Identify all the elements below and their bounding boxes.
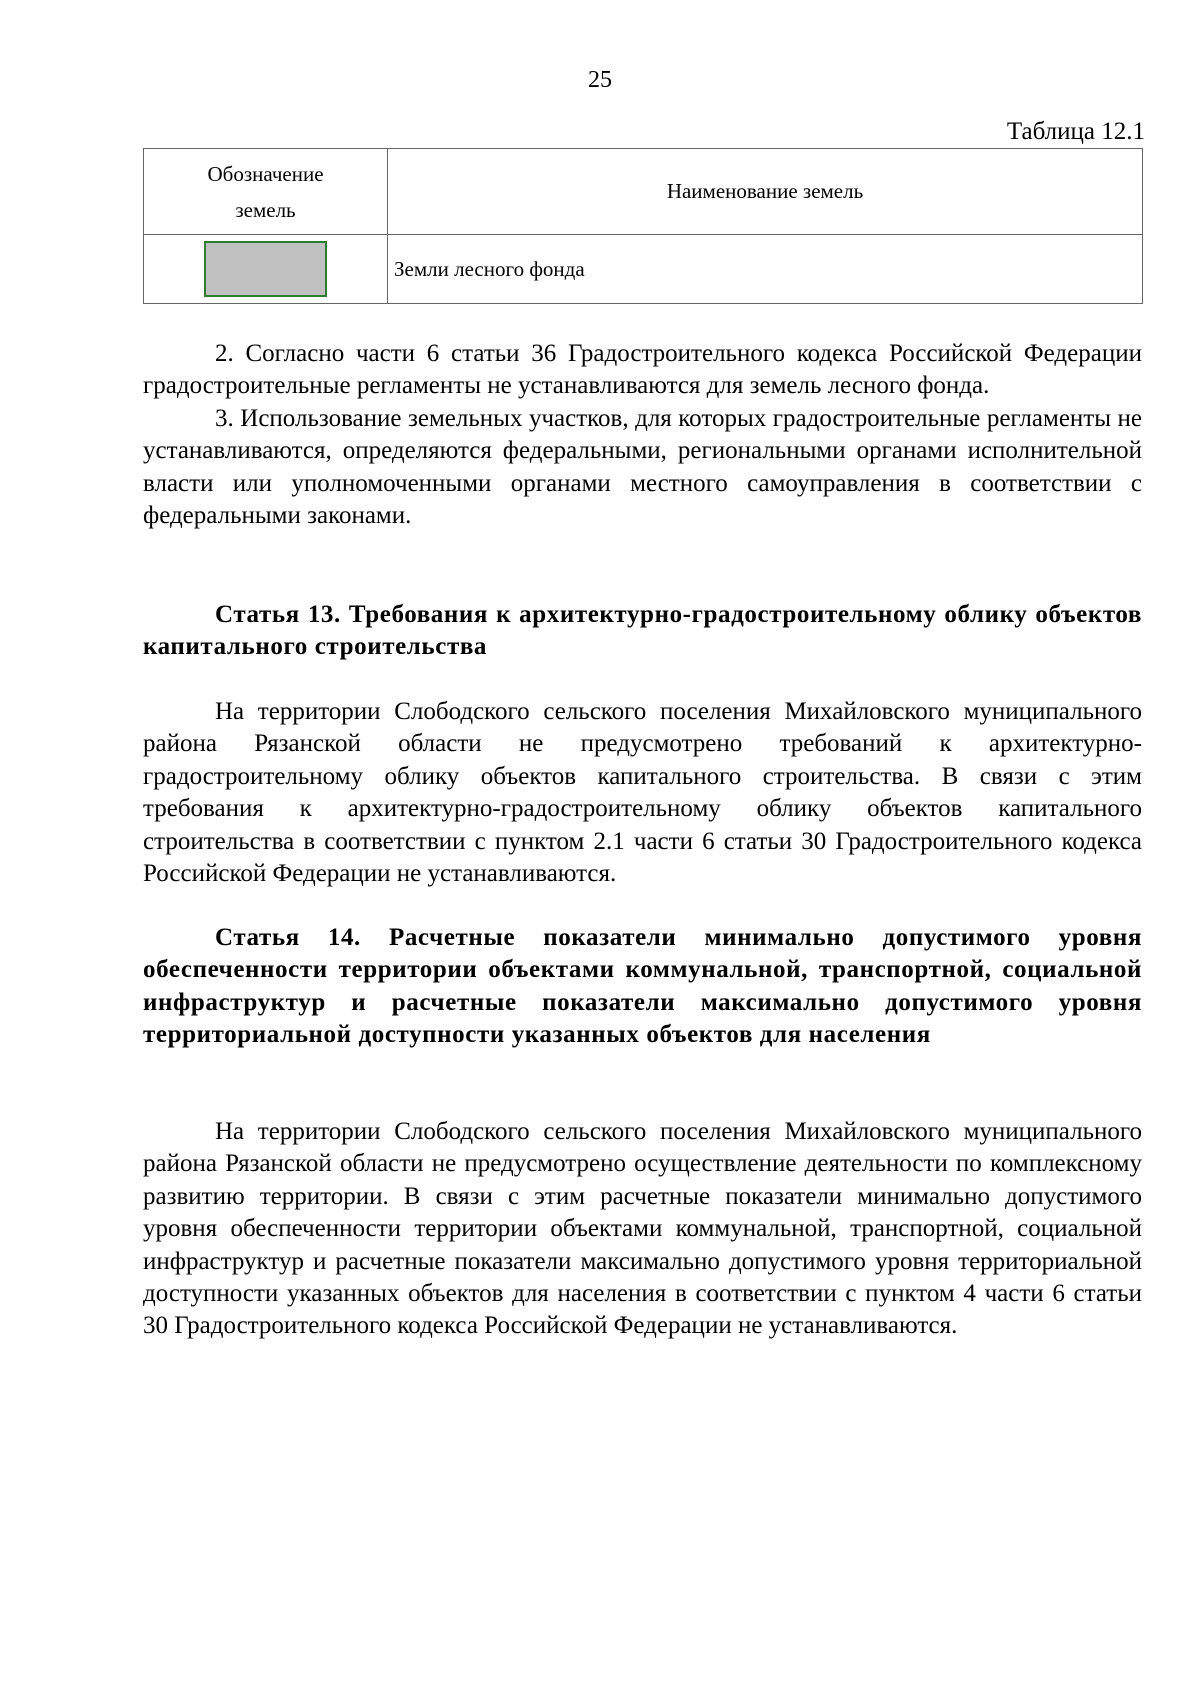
article-14-body [143, 1116, 1142, 1343]
table-header-row [144, 149, 1143, 235]
header-land-name: Наименование земель [388, 149, 1143, 235]
article-13-heading: Статья 13. Требования к архитектурно-градостроительному облику объектов капитального строительства [143, 601, 1142, 661]
article-14-heading: Статья 14. Расчетные показатели минимально допустимого уровня обеспеченности территории объектами коммунальной, транспортной, социальной инфраструктур и расчетные показатели максимально допустимого уровня территориальной доступности указанных объектов для населения [143, 924, 1142, 1049]
header-land-code [144, 149, 388, 235]
header-land-code-label: Обозначение земель [207, 161, 324, 222]
article-13-body [143, 696, 1142, 890]
page-number: 25 [588, 67, 612, 93]
paragraph-2: 2. Согласно части 6 статьи 36 Градостроительного кодекса Российской Федерации градостроительные регламенты не устанавливаются для земель лесного фонда. [143, 340, 1142, 400]
land-category-table [143, 148, 1143, 304]
paragraph-3: 3. Использование земельных участков, для которых градостроительные регламенты не устанавливаются, определяются федеральными, региональными органами исполнительной власти или уполномоченными органами местного самоуправления в соответствии с федеральными законами. [143, 404, 1142, 530]
land-name-cell: Земли лесного фонда [388, 235, 1143, 304]
paragraphs-block-1 [143, 338, 1142, 532]
article-14-text: На территории Слободского сельского поселения Михайловского муниципального района Рязанской области не предусмотрено осуществление деятельности по комплексному развитию территории. В связи с этим расчетные показатели минимально допустимого уровня обеспеченности территории объектами коммунальной, транспортной, социальной инфраструктур и расчетные показатели максимально допустимого уровня территориальной доступности указанных объектов для населения в соответствии с пунктом 4 части 6 статьи 30 Градостроительного кодекса Российской Федерации не устанавливаются. [143, 1118, 1142, 1340]
forest-land-swatch [204, 241, 327, 297]
table-row [144, 235, 1143, 304]
article-13-text: На территории Слободского сельского поселения Михайловского муниципального района Рязанской области не предусмотрено требований к архитектурно-градостроительному облику объектов капитального строительства. В связи с этим требования к архитектурно-градостроительному облику объектов капитального строительства в соответствии с пунктом 2.1 части 6 статьи 30 Градостроительного кодекса Российской Федерации не устанавливаются. [143, 698, 1142, 888]
land-code-cell [144, 235, 388, 304]
table-caption: Таблица 12.1 [1006, 118, 1145, 145]
